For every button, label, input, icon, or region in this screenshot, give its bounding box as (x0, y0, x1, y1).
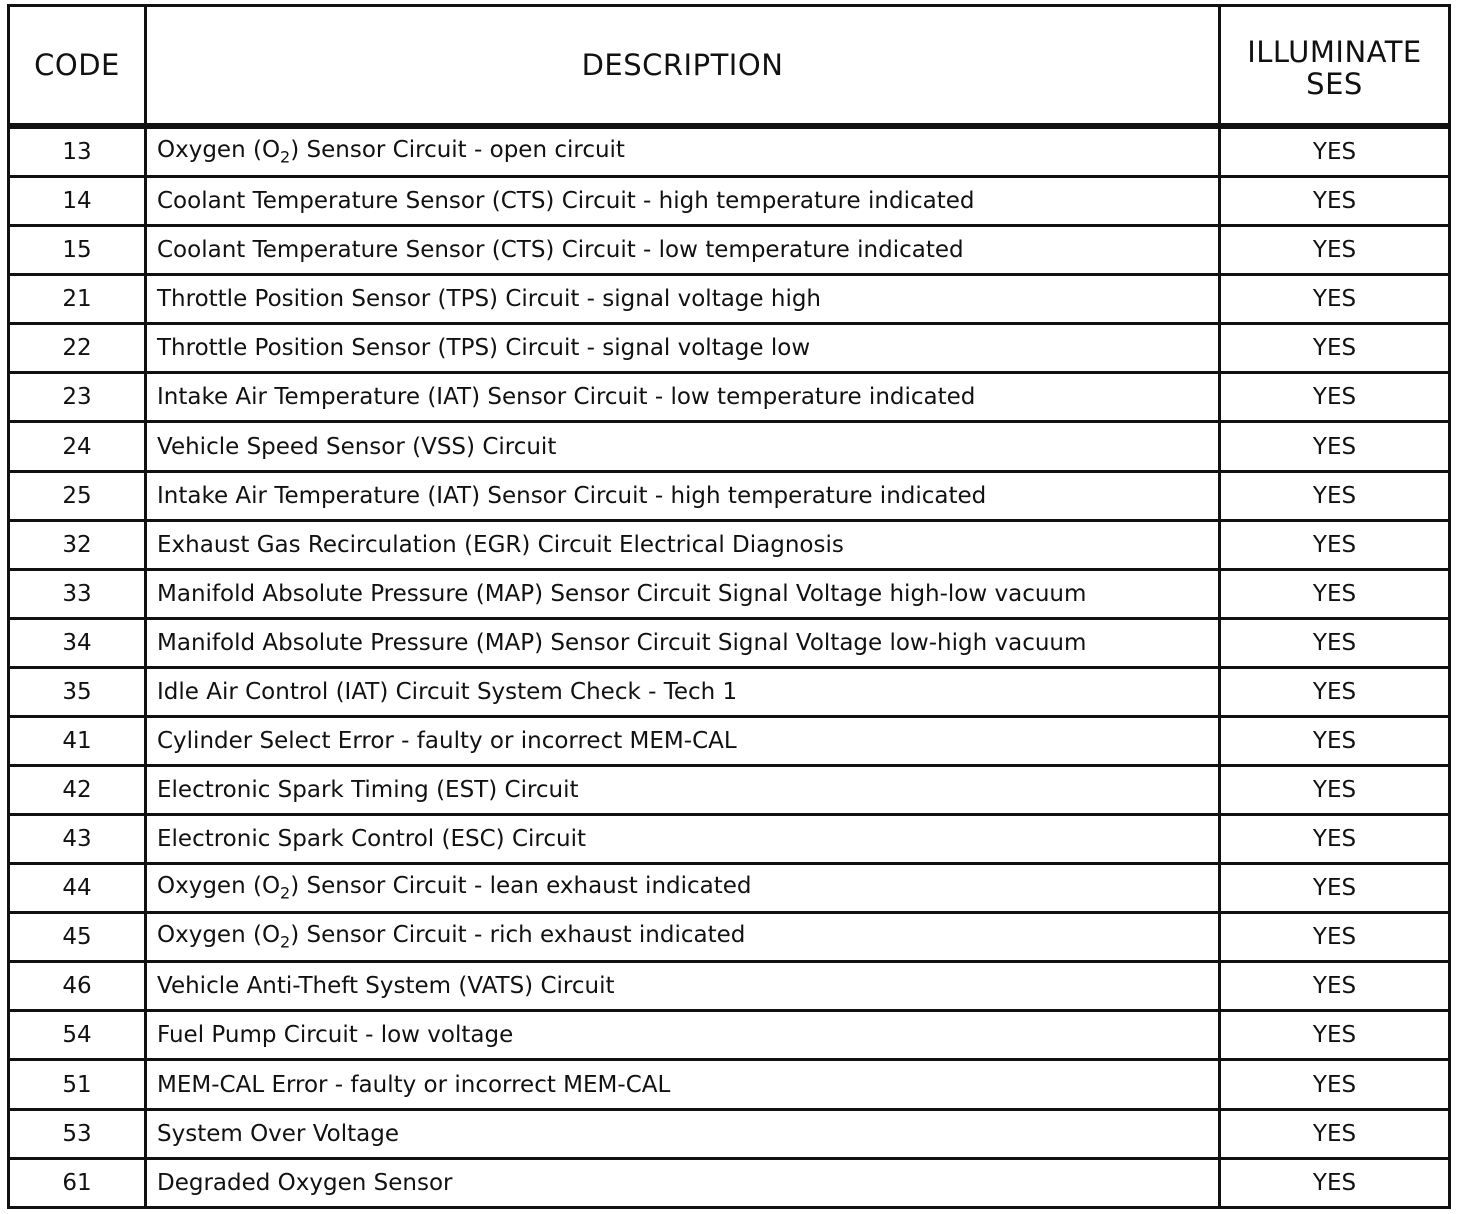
table-row (9, 667, 1450, 716)
column-header-code: CODE (9, 6, 146, 127)
table-row (9, 471, 1450, 520)
code-cell: 45 (9, 913, 146, 962)
code-cell: 44 (9, 864, 146, 913)
illuminate-ses-cell: YES (1220, 324, 1450, 373)
illuminate-ses-cell: YES (1220, 275, 1450, 324)
illuminate-ses-cell: YES (1220, 716, 1450, 765)
description-cell: Degraded Oxygen Sensor (146, 1158, 1220, 1207)
table-row (9, 716, 1450, 765)
table-row (9, 226, 1450, 275)
table-row (9, 962, 1450, 1011)
table-row (9, 569, 1450, 618)
illuminate-ses-cell: YES (1220, 815, 1450, 864)
description-cell: Intake Air Temperature (IAT) Sensor Circuit - high temperature indicated (146, 471, 1220, 520)
code-cell: 42 (9, 766, 146, 815)
description-cell: Manifold Absolute Pressure (MAP) Sensor Circuit Signal Voltage high-low vacuum (146, 569, 1220, 618)
table-row (9, 126, 1450, 177)
code-cell: 22 (9, 324, 146, 373)
diagnostic-code-table (7, 4, 1451, 1209)
code-cell: 13 (9, 126, 146, 177)
description-cell: Fuel Pump Circuit - low voltage (146, 1011, 1220, 1060)
code-cell: 46 (9, 962, 146, 1011)
description-cell: Electronic Spark Timing (EST) Circuit (146, 766, 1220, 815)
table-body (9, 126, 1450, 1208)
illuminate-ses-cell: YES (1220, 226, 1450, 275)
table-row (9, 373, 1450, 422)
table-row (9, 324, 1450, 373)
code-cell: 61 (9, 1158, 146, 1207)
illuminate-ses-cell: YES (1220, 569, 1450, 618)
column-header-illuminate-line1: ILLUMINATE (1247, 35, 1422, 69)
table-row (9, 177, 1450, 226)
code-cell: 34 (9, 618, 146, 667)
table-row (9, 864, 1450, 913)
table-row (9, 1060, 1450, 1109)
illuminate-ses-cell: YES (1220, 520, 1450, 569)
illuminate-ses-cell: YES (1220, 962, 1450, 1011)
code-cell: 21 (9, 275, 146, 324)
illuminate-ses-cell: YES (1220, 618, 1450, 667)
table-row (9, 913, 1450, 962)
illuminate-ses-cell: YES (1220, 373, 1450, 422)
illuminate-ses-cell: YES (1220, 1011, 1450, 1060)
description-cell: Coolant Temperature Sensor (CTS) Circuit - high temperature indicated (146, 177, 1220, 226)
illuminate-ses-cell: YES (1220, 1158, 1450, 1207)
description-cell: System Over Voltage (146, 1109, 1220, 1158)
description-cell: Throttle Position Sensor (TPS) Circuit - signal voltage high (146, 275, 1220, 324)
description-cell: Vehicle Speed Sensor (VSS) Circuit (146, 422, 1220, 471)
column-header-illuminate-line2: SES (1306, 67, 1363, 101)
description-cell: Vehicle Anti-Theft System (VATS) Circuit (146, 962, 1220, 1011)
column-header-illuminate-ses (1220, 6, 1450, 127)
code-cell: 53 (9, 1109, 146, 1158)
illuminate-ses-cell: YES (1220, 126, 1450, 177)
description-cell: Oxygen $(O_2)$ Sensor Circuit - open circuit (146, 126, 1220, 177)
illuminate-ses-cell: YES (1220, 864, 1450, 913)
code-cell: 41 (9, 716, 146, 765)
table-row (9, 815, 1450, 864)
description-cell: Coolant Temperature Sensor (CTS) Circuit - low temperature indicated (146, 226, 1220, 275)
code-cell: 54 (9, 1011, 146, 1060)
code-cell: 32 (9, 520, 146, 569)
table-row (9, 766, 1450, 815)
description-cell: Electronic Spark Control (ESC) Circuit (146, 815, 1220, 864)
description-cell: MEM-CAL Error - faulty or incorrect MEM-CAL (146, 1060, 1220, 1109)
code-cell: 14 (9, 177, 146, 226)
table-row (9, 1011, 1450, 1060)
illuminate-ses-cell: YES (1220, 913, 1450, 962)
table-row (9, 422, 1450, 471)
code-cell: 33 (9, 569, 146, 618)
illuminate-ses-cell: YES (1220, 177, 1450, 226)
code-cell: 24 (9, 422, 146, 471)
description-cell: Exhaust Gas Recirculation (EGR) Circuit Electrical Diagnosis (146, 520, 1220, 569)
code-cell: 15 (9, 226, 146, 275)
code-cell: 51 (9, 1060, 146, 1109)
table-row (9, 1109, 1450, 1158)
description-cell: Oxygen $(O_2)$ Sensor Circuit - lean exhaust indicated (146, 864, 1220, 913)
description-cell: Oxygen $(O_2)$ Sensor Circuit - rich exhaust indicated (146, 913, 1220, 962)
description-cell: Manifold Absolute Pressure (MAP) Sensor Circuit Signal Voltage low-high vacuum (146, 618, 1220, 667)
illuminate-ses-cell: YES (1220, 766, 1450, 815)
illuminate-ses-cell: YES (1220, 1060, 1450, 1109)
table-row (9, 618, 1450, 667)
illuminate-ses-cell: YES (1220, 1109, 1450, 1158)
code-cell: 35 (9, 667, 146, 716)
table-header-row (9, 6, 1450, 127)
table-row (9, 275, 1450, 324)
table-row (9, 1158, 1450, 1207)
description-cell: Intake Air Temperature (IAT) Sensor Circuit - low temperature indicated (146, 373, 1220, 422)
illuminate-ses-cell: YES (1220, 422, 1450, 471)
code-cell: 25 (9, 471, 146, 520)
code-cell: 23 (9, 373, 146, 422)
code-cell: 43 (9, 815, 146, 864)
illuminate-ses-cell: YES (1220, 667, 1450, 716)
description-cell: Cylinder Select Error - faulty or incorrect MEM-CAL (146, 716, 1220, 765)
illuminate-ses-cell: YES (1220, 471, 1450, 520)
description-cell: Throttle Position Sensor (TPS) Circuit - signal voltage low (146, 324, 1220, 373)
description-cell: Idle Air Control (IAT) Circuit System Check - Tech 1 (146, 667, 1220, 716)
table-row (9, 520, 1450, 569)
column-header-description: DESCRIPTION (146, 6, 1220, 127)
